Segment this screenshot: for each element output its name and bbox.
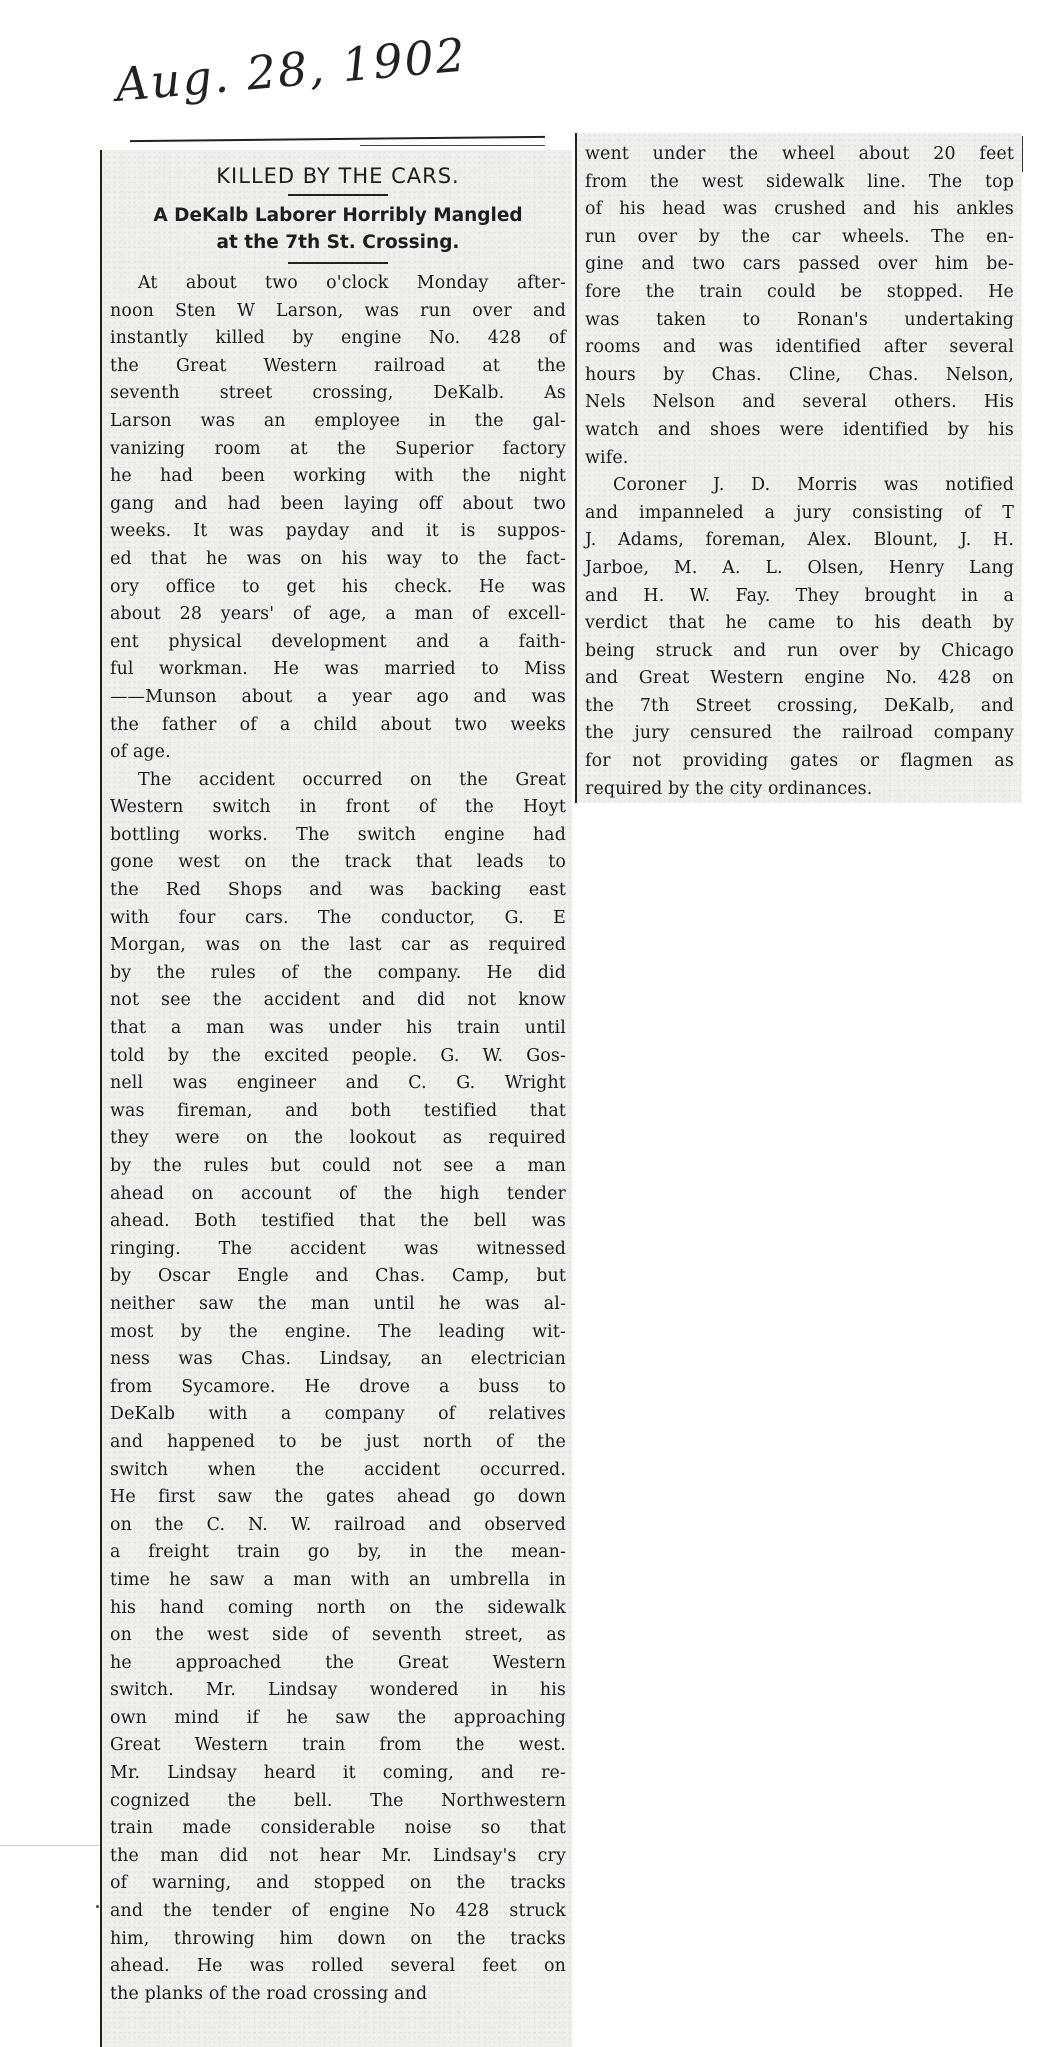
article-column-right <box>575 133 1022 803</box>
headline-rule <box>288 194 388 196</box>
text-line: The accident occurred on the Great <box>138 769 566 790</box>
text-line: Western switch in front of the Hoyt <box>110 797 566 818</box>
text-line: about 28 years' of age, a man of excell- <box>110 604 566 625</box>
text-line: and impanneled a jury consisting of T <box>585 502 1014 523</box>
text-line: on the C. N. W. railroad and observed <box>110 1514 566 1535</box>
text-line: own mind if he saw the approaching <box>110 1707 566 1728</box>
article-paragraph <box>585 472 1014 803</box>
text-line: for not providing gates or flagmen as <box>585 751 1014 772</box>
text-line: neither saw the man until he was al- <box>110 1293 566 1314</box>
text-line: not see the accident and did not know <box>110 990 566 1011</box>
article-column-left <box>100 150 572 2047</box>
text-line: with four cars. The conductor, G. E <box>110 907 566 928</box>
text-line: being struck and run over by Chicago <box>585 640 1014 661</box>
text-line: went under the wheel about 20 feet <box>585 144 1014 164</box>
text-line: and Great Western engine No. 428 on <box>585 668 1014 689</box>
handwritten-date: Aug. 28, 1902 <box>113 27 470 112</box>
text-line: hours by Chas. Cline, Chas. Nelson, <box>585 364 1014 385</box>
text-line: required by the city ordinances. <box>585 778 873 799</box>
text-line: switch. Mr. Lindsay wondered in his <box>110 1680 566 1701</box>
text-line: ness was Chas. Lindsay, an electrician <box>110 1349 566 1370</box>
text-line: seventh street crossing, DeKalb. As <box>110 383 566 404</box>
text-line: J. Adams, foreman, Alex. Blount, J. H. <box>585 530 1014 551</box>
text-line: Coroner J. D. Morris was notified <box>613 475 1014 496</box>
text-line: Nels Nelson and several others. His <box>585 392 1014 413</box>
text-line: vanizing room at the Superior factory <box>110 438 566 459</box>
text-line: of age. <box>110 742 171 763</box>
text-line: the man did not hear Mr. Lindsay's cry <box>110 1845 566 1866</box>
text-line: ory office to get his check. He was <box>110 576 566 597</box>
text-line: ahead. He was rolled several feet on <box>110 1956 566 1977</box>
text-line: and H. W. Fay. They brought in a <box>585 585 1014 606</box>
text-line: his hand coming north on the sidewalk <box>110 1597 566 1618</box>
text-line: by the rules but could not see a man <box>110 1156 566 1176</box>
text-line: instantly killed by engine No. 428 of <box>110 328 566 349</box>
text-line: of warning, and stopped on the tracks <box>110 1873 566 1894</box>
text-line: of his head was crushed and his ankles <box>585 199 1014 220</box>
text-line: from the west sidewalk line. The top <box>585 171 1014 192</box>
subheadline-rule <box>288 262 388 264</box>
text-line: that a man was under his train until <box>110 1018 566 1039</box>
text-line: he approached the Great Western <box>110 1652 566 1673</box>
text-line: bottling works. The switch engine had <box>110 824 566 845</box>
text-line: the jury censured the railroad company <box>585 723 1014 744</box>
scan-artifact-speck <box>96 1905 99 1908</box>
article-paragraph <box>110 270 566 767</box>
text-line: told by the excited people. G. W. Gos- <box>110 1045 566 1066</box>
text-line: by the rules of the company. He did <box>110 962 566 983</box>
article-paragraph <box>110 767 566 2009</box>
text-line: was fireman, and both testified that <box>110 1100 566 1121</box>
article-subheadline <box>110 202 566 256</box>
text-line: train made considerable noise so that <box>110 1818 566 1839</box>
right-column-body <box>585 141 1014 803</box>
text-line: and happened to be just north of the <box>110 1431 566 1452</box>
column-edge-mark <box>1022 136 1023 172</box>
text-line: run over by the car wheels. The en- <box>585 226 1014 247</box>
text-line: At about two o'clock Monday after- <box>138 273 566 293</box>
text-line: time he saw a man with an umbrella in <box>110 1569 566 1590</box>
text-line: He first saw the gates ahead go down <box>110 1487 566 1508</box>
text-line: the 7th Street crossing, DeKalb, and <box>585 695 1014 716</box>
text-line: fore the train could be stopped. He <box>585 281 1014 302</box>
text-line: gone west on the track that leads to <box>110 852 566 873</box>
text-line: ahead. Both testified that the bell was <box>110 1211 566 1232</box>
subheadline-line: at the 7th St. Crossing. <box>216 232 460 253</box>
text-line: and the tender of engine No 428 struck <box>110 1901 566 1922</box>
text-line: he had been working with the night <box>110 466 566 487</box>
text-line: cognized the bell. The Northwestern <box>110 1790 566 1811</box>
text-line: Morgan, was on the last car as required <box>110 935 566 956</box>
text-line: DeKalb with a company of relatives <box>110 1404 566 1425</box>
text-line: nell was engineer and C. G. Wright <box>110 1073 566 1094</box>
text-line: ——Munson about a year ago and was <box>110 686 566 707</box>
article-paragraph <box>585 141 1014 472</box>
text-line: from Sycamore. He drove a buss to <box>110 1376 566 1397</box>
subheadline-line: A DeKalb Laborer Horribly Mangled <box>153 205 523 226</box>
text-line: the planks of the road crossing and <box>110 1983 428 2004</box>
article-headline: KILLED BY THE CARS. <box>216 164 460 188</box>
text-line: him, throwing him down on the tracks <box>110 1928 566 1949</box>
text-line: the Great Western railroad at the <box>110 355 566 376</box>
text-line: rooms and was identified after several <box>585 337 1014 358</box>
left-column-body <box>110 270 566 2008</box>
text-line: on the west side of seventh street, as <box>110 1625 566 1646</box>
top-rule-divider-secondary <box>360 145 545 146</box>
text-line: weeks. It was payday and it is suppos- <box>110 521 566 542</box>
text-line: gine and two cars passed over him be- <box>585 254 1014 275</box>
text-line: wife. <box>585 447 629 468</box>
text-line: the Red Shops and was backing east <box>110 880 566 901</box>
text-line: ringing. The accident was witnessed <box>110 1238 566 1259</box>
text-line: a freight train go by, in the mean- <box>110 1542 566 1563</box>
text-line: the father of a child about two weeks <box>110 714 566 735</box>
text-line: Mr. Lindsay heard it coming, and re- <box>110 1763 566 1784</box>
top-rule-divider <box>130 136 545 142</box>
text-line: ed that he was on his way to the fact- <box>110 548 566 569</box>
text-line: by Oscar Engle and Chas. Camp, but <box>110 1266 566 1287</box>
text-line: ent physical development and a faith- <box>110 631 566 652</box>
text-line: they were on the lookout as required <box>110 1128 566 1149</box>
text-line: Great Western train from the west. <box>110 1735 566 1756</box>
text-line: watch and shoes were identified by his <box>585 419 1014 440</box>
text-line: ful workman. He was married to Miss <box>110 659 566 680</box>
text-line: ahead on account of the high tender <box>110 1183 566 1204</box>
scan-artifact-line <box>0 1845 100 1846</box>
text-line: Jarboe, M. A. L. Olsen, Henry Lang <box>585 557 1014 578</box>
text-line: switch when the accident occurred. <box>110 1459 566 1480</box>
text-line: gang and had been laying off about two <box>110 493 566 514</box>
text-line: noon Sten W Larson, was run over and <box>110 300 566 321</box>
text-line: Larson was an employee in the gal- <box>110 410 566 431</box>
text-line: most by the engine. The leading wit- <box>110 1321 566 1342</box>
text-line: verdict that he came to his death by <box>585 613 1014 634</box>
text-line: was taken to Ronan's undertaking <box>585 309 1014 330</box>
